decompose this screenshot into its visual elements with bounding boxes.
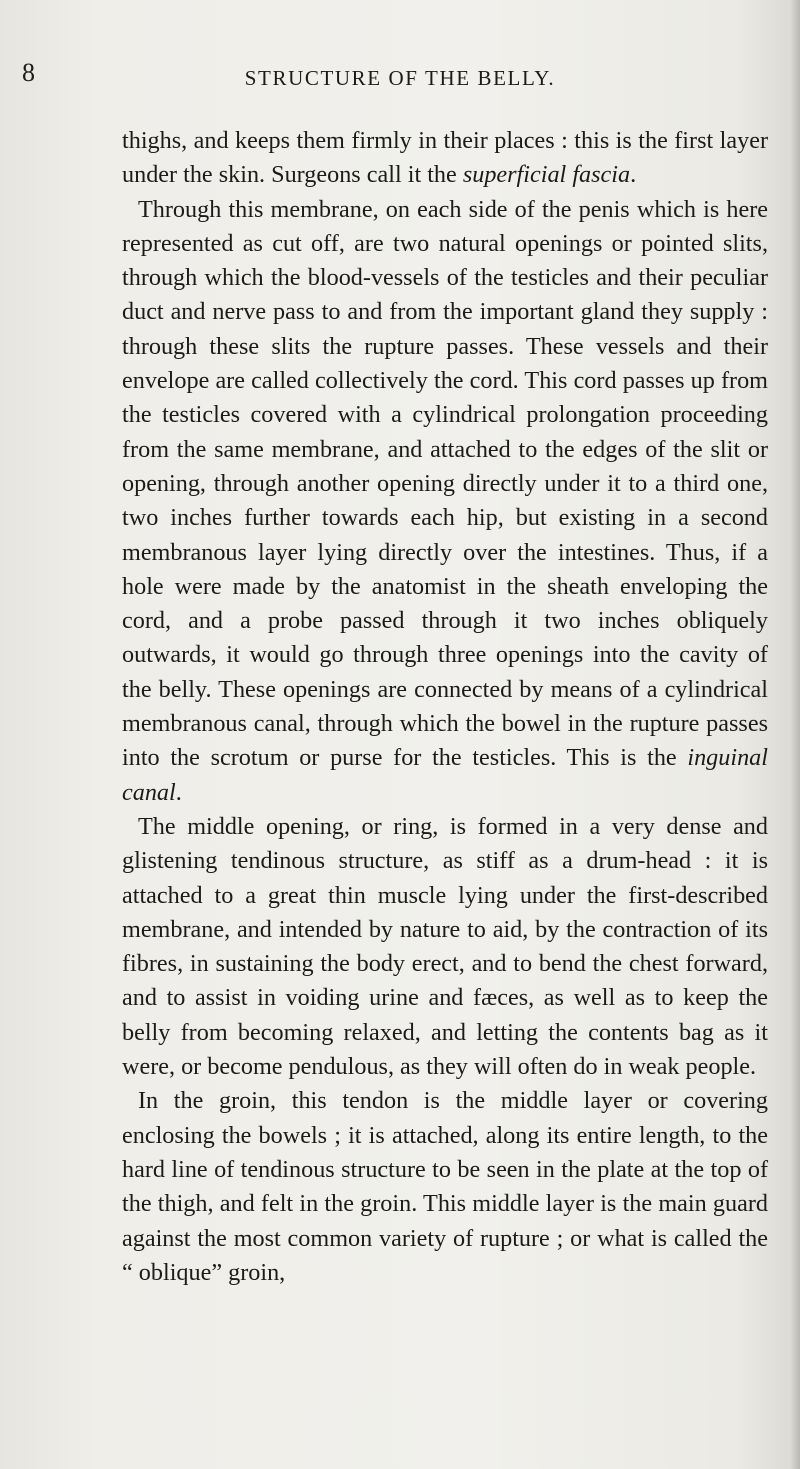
page-edge-shadow <box>790 0 800 1469</box>
italic-term: superficial fascia <box>462 161 631 189</box>
text-run: thighs, and keeps them firmly in their places : this is the first layer under the skin. Surgeons call it the <box>122 127 768 189</box>
text-run: The middle opening, or ring, is formed in a very dense and glistening tendinous structure, as stiff as a drum-head : it is attached to a great thin muscle lying under the first-described membrane, and intended by nature to aid, by the contraction of its fibres, in sustaining the body erect, and to bend the chest forward, and to assist in voiding urine and fæces, as well as to keep the belly from becoming relaxed, and letting the contents bag as it were, or become pendulous, as they will often do in weak people. <box>122 812 768 1081</box>
text-run: . <box>630 161 637 189</box>
paragraph <box>122 193 768 810</box>
paragraph <box>122 810 768 1084</box>
italic-term: inguinal canal <box>122 744 768 806</box>
text-run: . <box>175 778 182 806</box>
text-run: In the groin, this tendon is the middle layer or covering enclosing the bowels ; it is attached, along its entire length, to the hard line of tendinous structure to be seen in the plate at the top of the thigh, and felt in the groin. This middle layer is the main guard against the most common variety of rupture ; or what is called the “ oblique” groin, <box>122 1087 768 1286</box>
paragraph <box>122 1084 768 1290</box>
paragraph <box>122 124 768 193</box>
body-text <box>122 124 768 1290</box>
text-run: Through this membrane, on each side of the penis which is here represented as cut off, are two natural openings or pointed slits, through which the blood-vessels of the testicles and their peculiar duct and nerve pass to and from the important gland they supply : through these slits the rupture passes. These vessels and their envelope are called collectively the cord. This cord passes up from the testicles covered with a cylindrical prolongation proceeding from the same membrane, and attached to the edges of the slit or opening, through another opening directly under it to a third one, two inches further towards each hip, but existing in a second membranous layer lying directly over the intestines. Thus, if a hole were made by the anatomist in the sheath enveloping the cord, and a probe passed through it two inches obliquely outwards, it would go through three openings into the cavity of the belly. These openings are connected by means of a cylindrical membranous canal, through which the bowel in the rupture passes into the scrotum or purse for the testicles. This is the <box>122 195 768 772</box>
running-head: STRUCTURE OF THE BELLY. <box>244 66 556 90</box>
page-number: 8 <box>22 58 35 87</box>
